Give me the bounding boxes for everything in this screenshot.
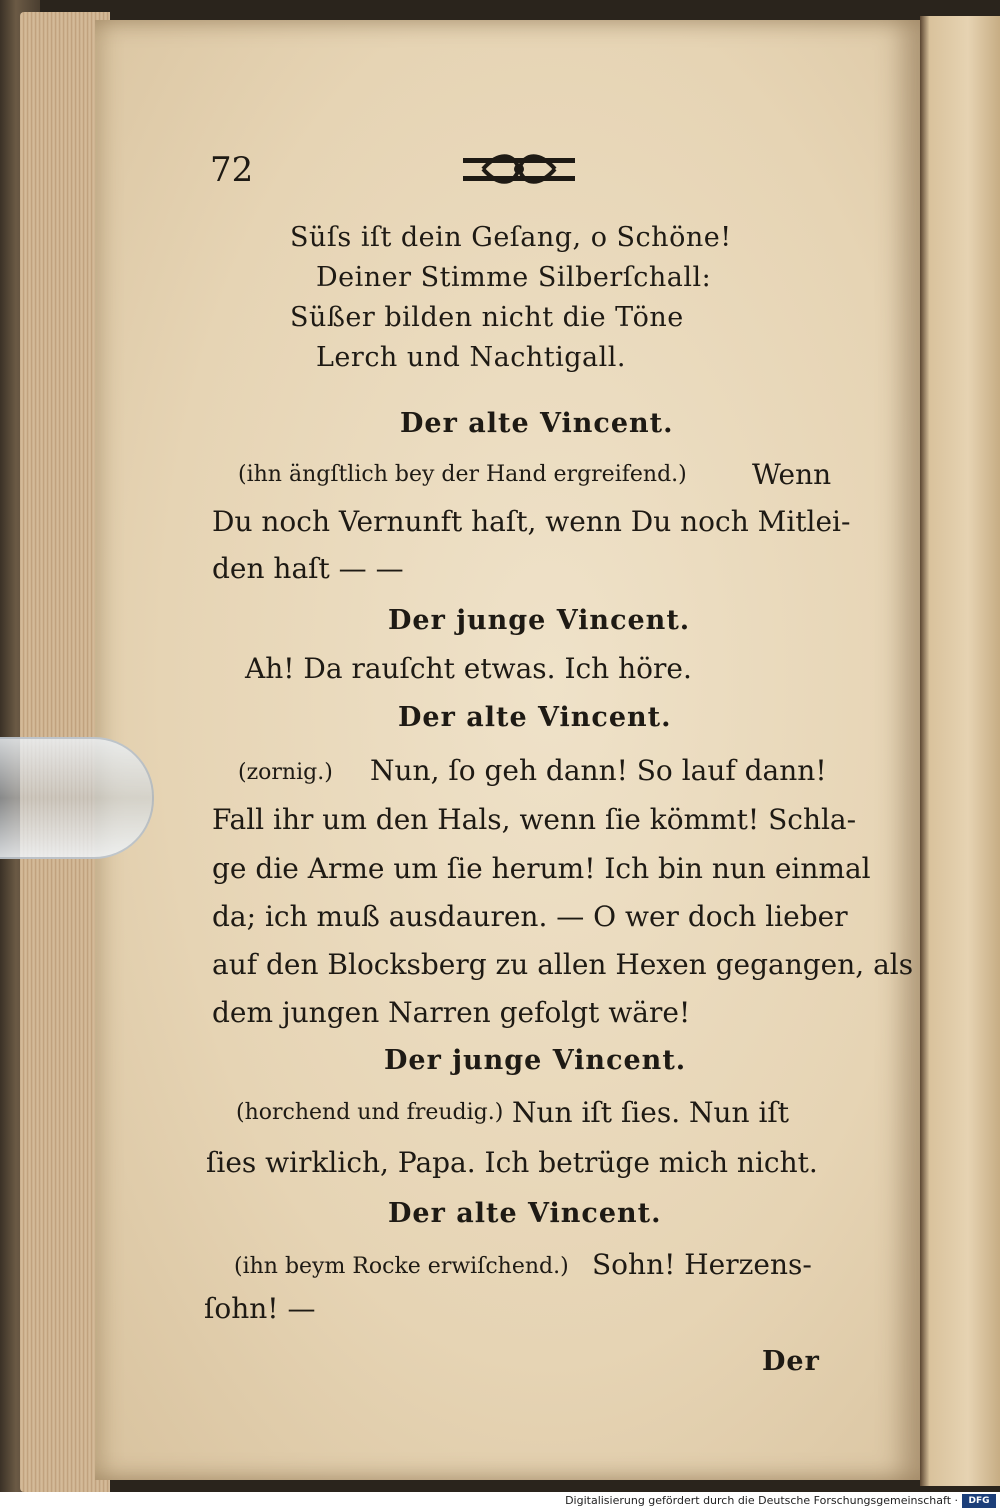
verse-line: Süſs iſt dein Geſang, o Schöne! (290, 222, 732, 253)
footer-credit: Digitalisierung gefördert durch die Deutsche Forschungsgemeinschaft · (565, 1494, 958, 1507)
prose-line: den haſt — — (212, 552, 404, 585)
speaker-heading: Der alte Vincent. (398, 702, 672, 733)
prose-line: Ah! Da rauſcht etwas. Ich höre. (245, 652, 692, 685)
facing-page-edge (920, 16, 1000, 1486)
verse-line: Deiner Stimme Silberſchall: (316, 262, 712, 293)
prose-line: Fall ihr um den Hals, wenn ſie kömmt! Schla- (212, 803, 857, 836)
bookmark-clip (0, 737, 154, 859)
prose-line: da; ich muß ausdauren. — O wer doch lieber (212, 900, 848, 933)
stage-direction: (ihn beym Rocke erwiſchend.) (234, 1254, 569, 1279)
catchword: Der (762, 1346, 820, 1377)
stage-direction: (ihn ängſtlich bey der Hand ergreifend.) (238, 462, 687, 487)
ornament-icon (463, 150, 575, 190)
prose-line: ſies wirklich, Papa. Ich betrüge mich nicht. (206, 1146, 818, 1179)
prose-line: auf den Blocksberg zu allen Hexen gegangen, als (212, 948, 914, 981)
dfg-logo: DFG (962, 1494, 996, 1508)
speaker-heading: Der alte Vincent. (400, 408, 674, 439)
prose-line: Nun iſt ſies. Nun iſt (512, 1096, 790, 1129)
prose-line: ſohn! — (204, 1292, 316, 1325)
speaker-heading: Der junge Vincent. (388, 605, 691, 636)
prose-line: Sohn! Herzens- (592, 1248, 812, 1281)
speaker-heading: Der alte Vincent. (388, 1198, 662, 1229)
page-number: 72 (210, 150, 254, 190)
verse-line: Lerch und Nachtigall. (316, 342, 627, 373)
prose-line: ge die Arme um ſie herum! Ich bin nun einmal (212, 852, 871, 885)
verse-line: Süßer bilden nicht die Töne (290, 302, 684, 333)
prose-line: Nun, ſo geh dann! So lauf dann! (370, 754, 827, 787)
speaker-heading: Der junge Vincent. (384, 1045, 687, 1076)
stage-direction: (horchend und freudig.) (236, 1100, 504, 1125)
prose-line: Du noch Vernunft haſt, wenn Du noch Mitlei- (212, 505, 851, 538)
stage-direction: (zornig.) (238, 760, 333, 785)
prose-line: Wenn (752, 458, 832, 491)
prose-line: dem jungen Narren gefolgt wäre! (212, 996, 691, 1029)
